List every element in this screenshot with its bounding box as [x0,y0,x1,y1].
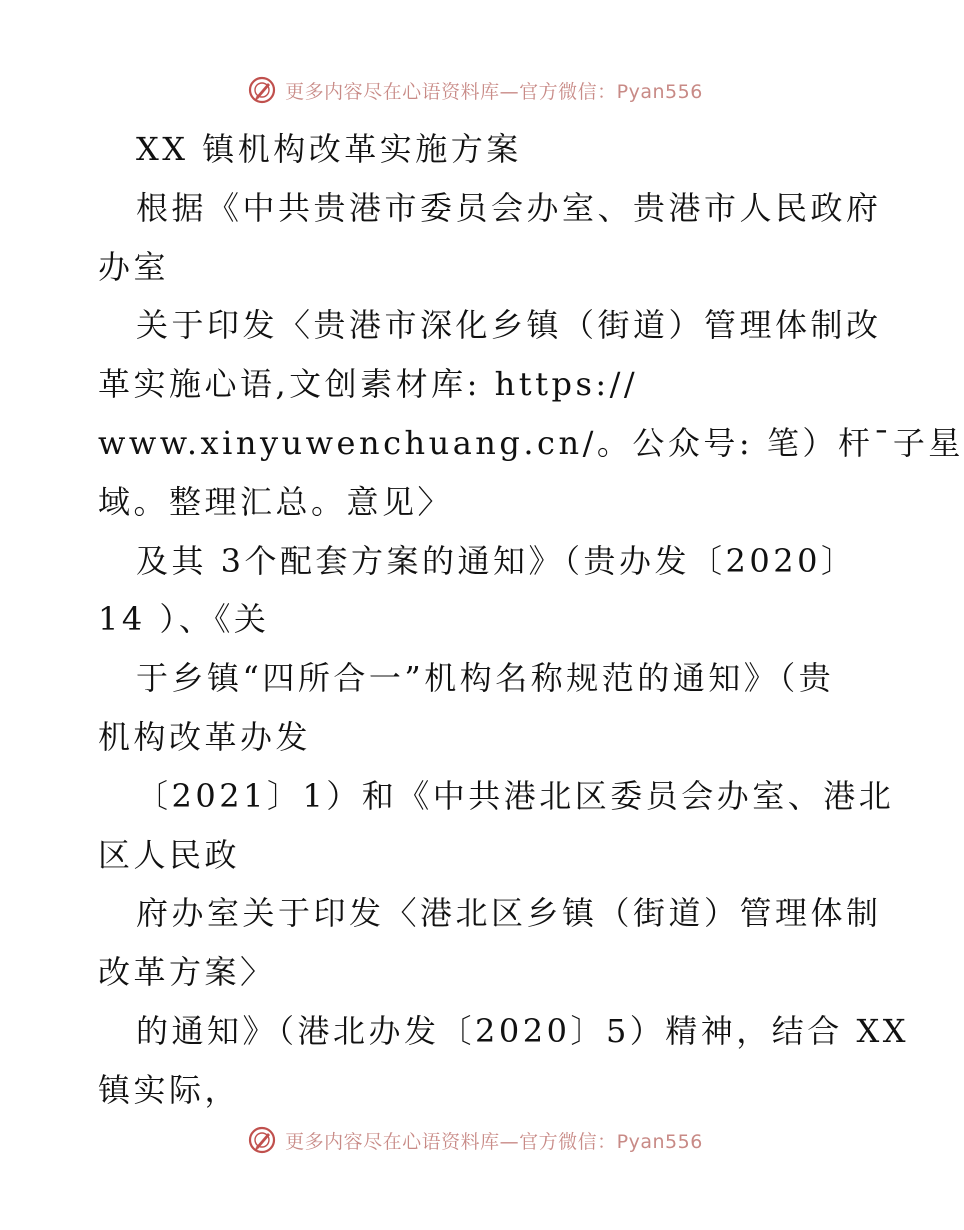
paragraph-line: 及其 3个配套方案的通知》（贵办发〔2020〕 [136,541,857,580]
paragraph-line: 于乡镇“四所合一”机构名称规范的通知》（贵 [136,659,835,698]
watermark-footer [0,1120,950,1160]
paragraph-line: 的通知》（港北办发〔2020〕5）精神，结合 XX [136,1011,910,1050]
watermark-header [0,70,950,110]
paragraph-line: 府办室关于印发〈港北区乡镇（街道）管理体制 [136,894,882,933]
watermark-text: 更多内容尽在心语资料库—官方微信：Pyan556 [285,80,703,103]
paragraph-line: 区人民政 [98,835,241,874]
paragraph-line: 〔2021〕1）和《中共港北区委员会办室、港北 [136,776,895,815]
document-title: XX 镇机构改革实施方案 [136,130,522,168]
paragraph-line: 镇实际， [98,1070,241,1109]
paragraph-line: 机构改革办发 [98,717,312,756]
paragraph-line: 改革方案〉 [98,953,276,992]
pen-logo-icon [247,1125,277,1155]
paragraph-line: 14 ）、《关 [98,600,270,639]
paragraph-line: 办室 [98,247,170,286]
paragraph-line: 革实施心语,文创素材库: https:// [98,365,639,404]
paragraph-line: 关于印发〈贵港市深化乡镇（街道）管理体制改 [136,306,882,345]
paragraph-line: 根据《中共贵港市委员会办室、贵港市人民政府 [136,188,882,227]
paragraph-line: 域。整理汇总。意见〉 [98,482,454,521]
document-body [98,120,964,1120]
paragraph-line: www.xinyuwenchuang.cn/。公众号: 笔）杆¯子星 [98,423,964,462]
watermark-text: 更多内容尽在心语资料库—官方微信：Pyan556 [285,1130,703,1153]
pen-logo-icon [247,75,277,105]
